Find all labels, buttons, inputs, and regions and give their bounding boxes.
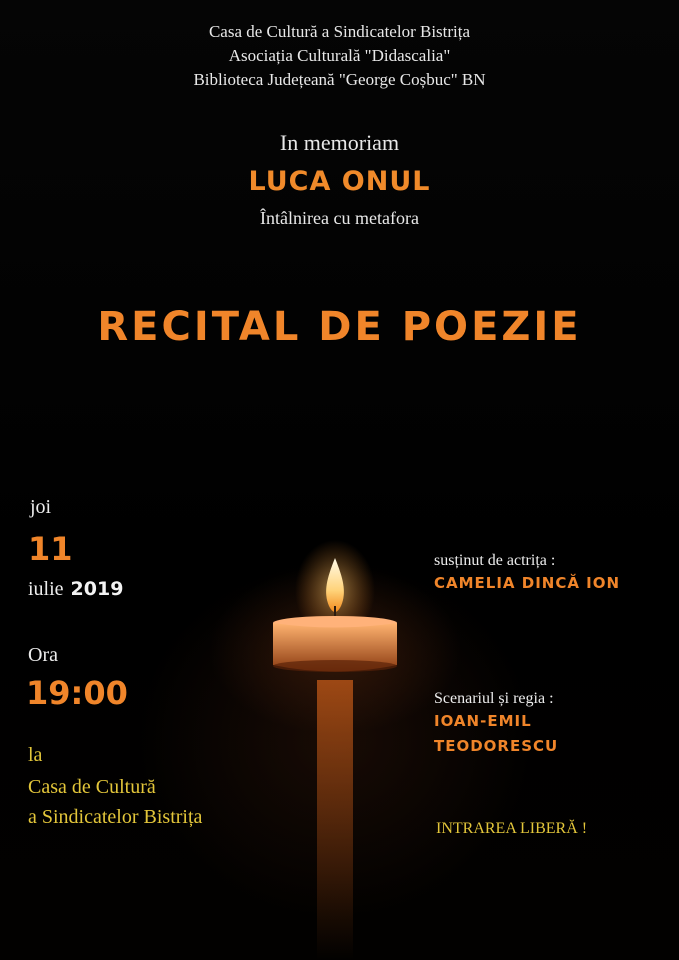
time-label: Ora xyxy=(28,644,58,666)
performer-name: CAMELIA DINCĂ ION xyxy=(434,574,621,592)
event-title: RECITAL DE POEZIE xyxy=(97,304,582,350)
organizer-line-1: Casa de Cultură a Sindicatelor Bistrița xyxy=(208,22,471,41)
free-entry-text: INTRAREA LIBERĂ ! xyxy=(436,820,588,837)
time-value: 19:00 xyxy=(26,674,128,712)
honoree-name: LUCA ONUL xyxy=(248,166,431,197)
organizer-line-2: Asociația Culturală "Didascalia" xyxy=(228,46,451,65)
organizer-line-3: Biblioteca Județeană "George Coșbuc" BN xyxy=(193,70,486,89)
date-month: iulie xyxy=(28,578,64,600)
memoriam-text: In memoriam xyxy=(279,130,400,155)
director-label: Scenariul și regia : xyxy=(434,690,554,707)
date-day: 11 xyxy=(28,530,73,568)
venue-prefix: la xyxy=(28,744,43,766)
venue-line-2: a Sindicatelor Bistrița xyxy=(28,806,203,828)
date-weekday: joi xyxy=(30,496,52,518)
director-name-line-1: IOAN-EMIL xyxy=(434,712,532,730)
director-name-line-2: TEODORESCU xyxy=(434,737,559,755)
date-year: 2019 xyxy=(70,578,124,600)
venue-line-1: Casa de Cultură xyxy=(28,776,156,798)
event-subtitle: Întâlnirea cu metafora xyxy=(260,208,419,228)
performer-label: susținut de actrița : xyxy=(434,552,556,569)
candle-illustration xyxy=(255,540,415,960)
date-month-year xyxy=(28,578,123,601)
